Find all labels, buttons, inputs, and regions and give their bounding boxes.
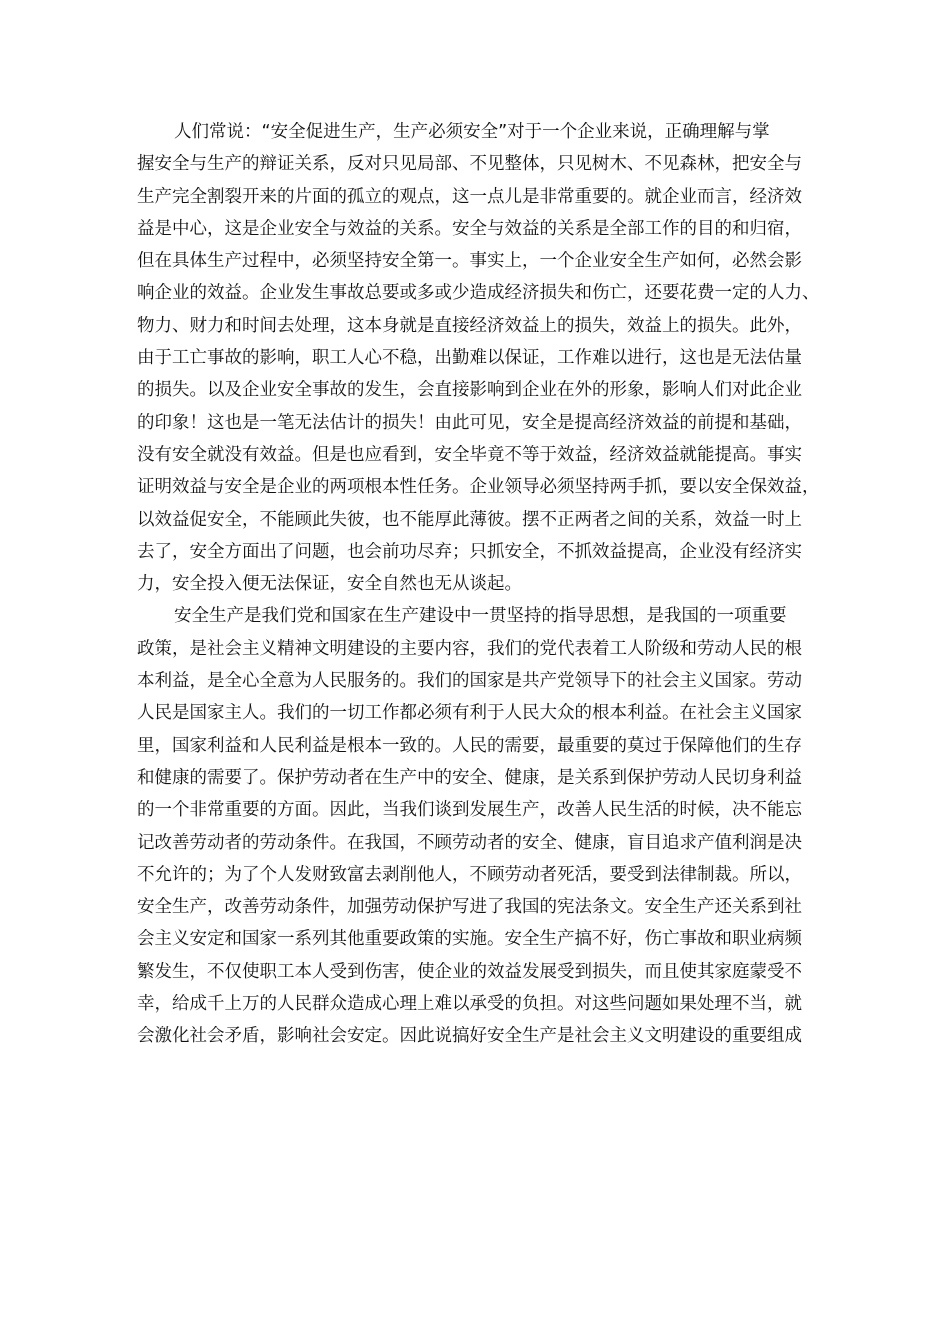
text-line: 政策，是社会主义精神文明建设的主要内容，我们的党代表着工人阶级和劳动人民的根 — [137, 638, 802, 659]
text-line: 但在具体生产过程中，必须坚持安全第一。事实上，一个企业安全生产如何，必然会影 — [137, 251, 802, 272]
text-line: 由于工亡事故的影响，职工人心不稳，出勤难以保证，工作难以进行，这也是无法估量 — [137, 348, 802, 369]
text-line: 以效益促安全，不能顾此失彼，也不能厚此薄彼。摆不正两者之间的关系，效益一时上 — [137, 509, 802, 530]
text-line: 没有安全就没有效益。但是也应看到，安全毕竟不等于效益，经济效益就能提高。事实 — [137, 444, 802, 465]
paragraph-1 — [137, 116, 837, 600]
text-line: 响企业的效益。企业发生事故总要或多或少造成经济损失和伤亡，还要花费一定的人力、 — [137, 283, 820, 304]
text-line: 和健康的需要了。保护劳动者在生产中的安全、健康，是关系到保护劳动人民切身利益 — [137, 767, 802, 788]
text-line: 证明效益与安全是企业的两项根本性任务。企业领导必须坚持两手抓，要以安全保效益， — [137, 477, 820, 498]
text-line: 会主义安定和国家一系列其他重要政策的实施。安全生产搞不好，伤亡事故和职业病频 — [137, 929, 802, 950]
text-line: 不允许的；为了个人发财致富去剥削他人，不顾劳动者死活，要受到法律制裁。所以， — [137, 864, 802, 885]
text-line: 的损失。以及企业安全事故的发生，会直接影响到企业在外的形象，影响人们对此企业 — [137, 380, 802, 401]
text-line: 生产完全割裂开来的片面的孤立的观点，这一点儿是非常重要的。就企业而言，经济效 — [137, 186, 802, 207]
text-line: 幸，给成千上万的人民群众造成心理上难以承受的负担。对这些问题如果处理不当，就 — [137, 994, 802, 1015]
text-line: 去了，安全方面出了问题，也会前功尽弃；只抓安全，不抓效益提高，企业没有经济实 — [137, 541, 802, 562]
text-line: 物力、财力和时间去处理，这本身就是直接经济效益上的损失，效益上的损失。此外， — [137, 315, 802, 336]
text-line: 的印象！这也是一笔无法估计的损失！由此可见，安全是提高经济效益的前提和基础， — [137, 412, 802, 433]
text-line: 握安全与生产的辩证关系，反对只见局部、不见整体，只见树木、不见森林，把安全与 — [137, 154, 802, 175]
text-line: 的一个非常重要的方面。因此，当我们谈到发展生产，改善人民生活的时候，决不能忘 — [137, 800, 802, 821]
text-line: 记改善劳动者的劳动条件。在我国，不顾劳动者的安全、健康，盲目追求产值利润是决 — [137, 832, 802, 853]
text-line: 益是中心，这是企业安全与效益的关系。安全与效益的关系是全部工作的目的和归宿， — [137, 218, 802, 239]
text-line: 安全生产是我们党和国家在生产建设中一贯坚持的指导思想，是我国的一项重要 — [174, 606, 787, 627]
text-line: 力，安全投入便无法保证，安全自然也无从谈起。 — [137, 574, 522, 595]
text-line: 本利益，是全心全意为人民服务的。我们的国家是共产党领导下的社会主义国家。劳动 — [137, 671, 802, 692]
document-body — [137, 116, 837, 1053]
text-line: 人们常说：“安全促进生产，生产必须安全”对于一个企业来说，正确理解与掌 — [174, 122, 770, 142]
text-line: 安全生产，改善劳动条件，加强劳动保护写进了我国的宪法条文。安全生产还关系到社 — [137, 897, 802, 918]
paragraph-2 — [137, 600, 837, 1052]
text-line: 人民是国家主人。我们的一切工作都必须有利于人民大众的根本利益。在社会主义国家 — [137, 703, 802, 724]
text-line: 里，国家利益和人民利益是根本一致的。人民的需要，最重要的莫过于保障他们的生存 — [137, 735, 802, 756]
text-line: 繁发生，不仅使职工本人受到伤害，使企业的效益发展受到损失，而且使其家庭蒙受不 — [137, 961, 802, 982]
text-line: 会激化社会矛盾，影响社会安定。因此说搞好安全生产是社会主义文明建设的重要组成 — [137, 1026, 802, 1047]
